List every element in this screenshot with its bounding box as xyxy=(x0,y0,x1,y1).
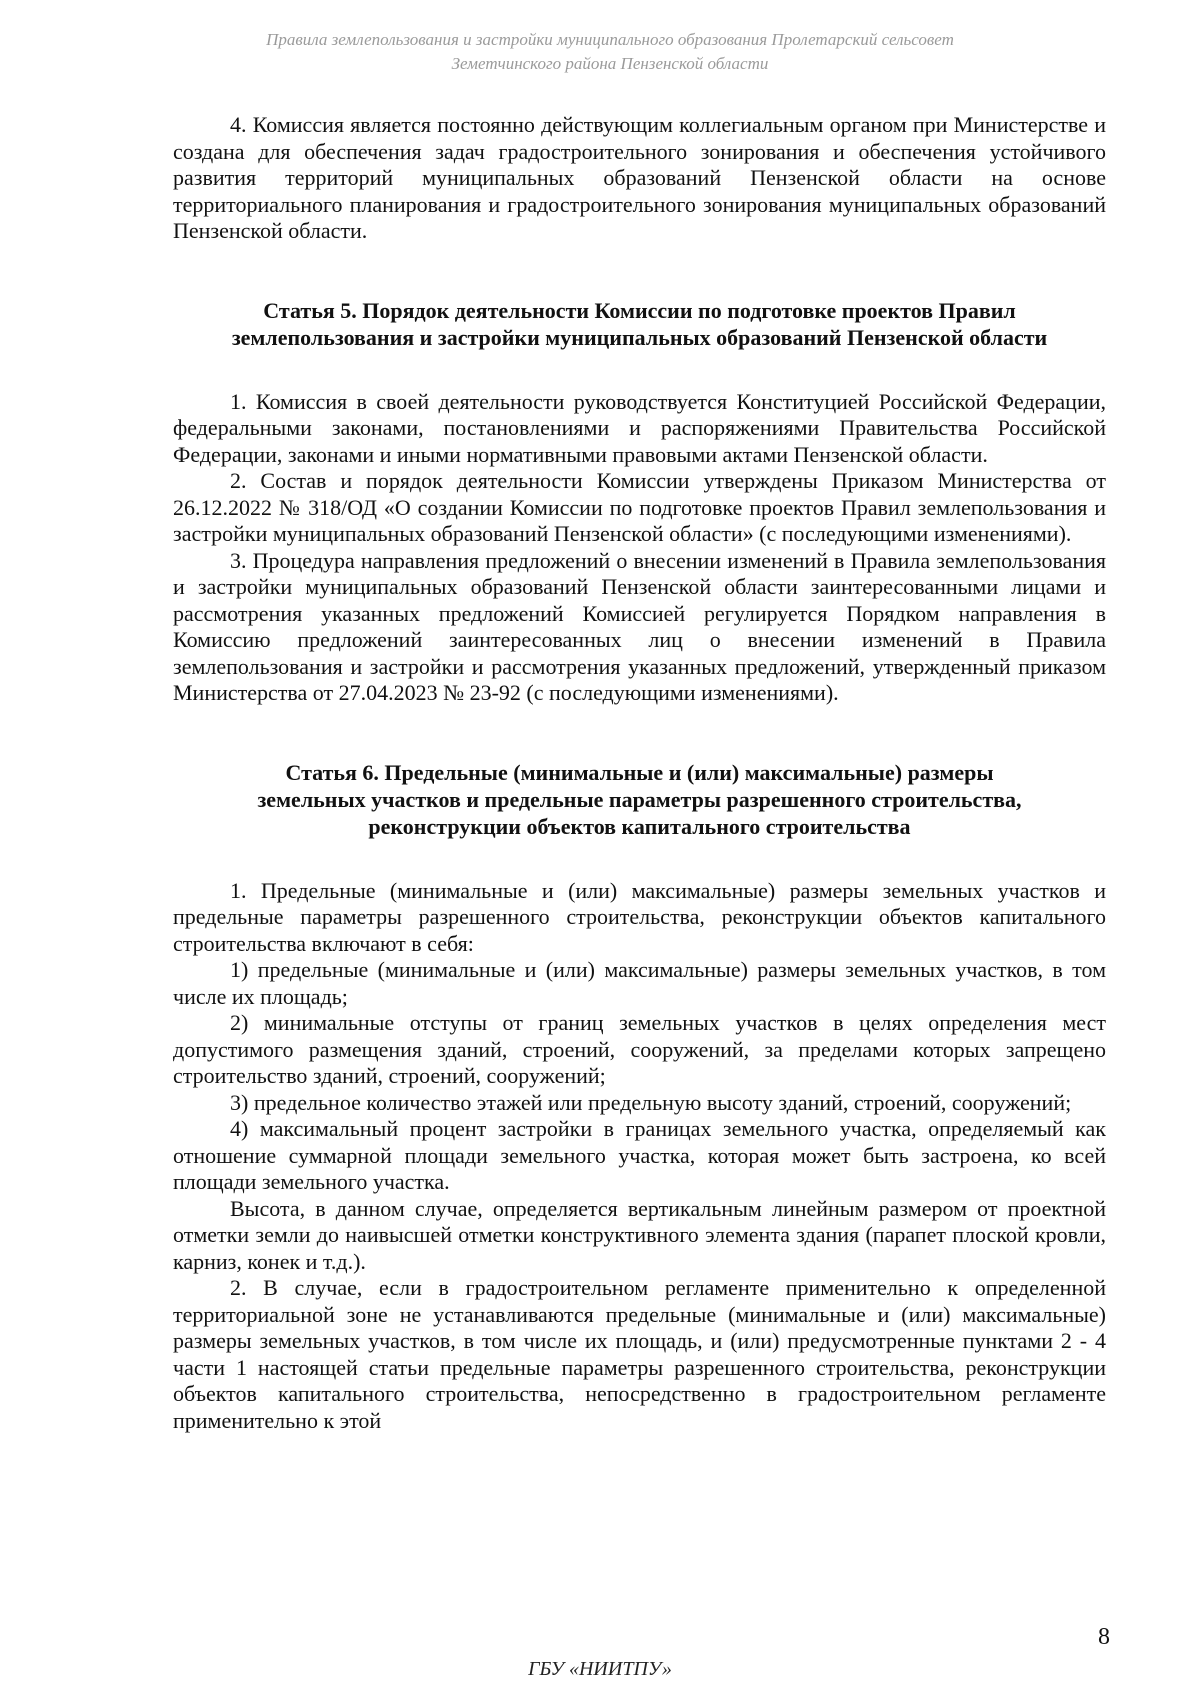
article-6-heading xyxy=(173,759,1106,840)
running-header-line-2: Земетчинского района Пензенской области xyxy=(451,54,769,73)
article-6-heading-line-1: Статья 6. Предельные (минимальные и (или) максимальные) размеры xyxy=(285,759,994,785)
article-6-paragraph-1: 1. Предельные (минимальные и (или) максимальные) размеры земельных участков и предельные параметры разрешенного строительства, реконструкции объектов капитального строительства включают в себя: xyxy=(173,877,1106,956)
page-number: 8 xyxy=(1098,1624,1110,1650)
article-6-heading-line-3: реконструкции объектов капитального строительства xyxy=(368,813,911,839)
article-6-heading-line-2: земельных участков и предельные параметры разрешенного строительства, xyxy=(257,786,1022,812)
running-header-line-1: Правила землепользования и застройки муниципального образования Пролетарский сельсовет xyxy=(266,30,954,49)
article-5-heading-line-1: Статья 5. Порядок деятельности Комиссии по подготовке проектов Правил xyxy=(263,297,1016,323)
article-6-list-item-4: 4) максимальный процент застройки в границах земельного участка, определяемый как отношение суммарной площади земельного участка, которая может быть застроена, ко всей площади земельного участка. xyxy=(173,1116,1106,1194)
article-6-paragraph-2: 2. В случае, если в градостроительном регламенте применительно к определенной территориальной зоне не устанавливаются предельные (минимальные и (или) максимальные) размеры земельных участков, в том числе их площадь, и (или) предусмотренные пунктами 2 - 4 части 1 настоящей статьи предельные параметры разрешенного строительства, реконструкции объектов капитального строительства, непосредственно в градостроительном регламенте применительно к этой xyxy=(173,1275,1106,1433)
running-header xyxy=(150,28,1070,76)
article-5-paragraph-2: 2. Состав и порядок деятельности Комиссии утверждены Приказом Министерства от 26.12.2022 № 318/ОД «О создании Комиссии по подготовке проектов Правил землепользования и застройки муниципальных образований Пензенской области» (с последующими изменениями). xyxy=(173,468,1106,546)
page-footer: ГБУ «НИИТПУ» xyxy=(528,1658,672,1680)
article-6-list-item-2: 2) минимальные отступы от границ земельных участков в целях определения мест допустимого размещения зданий, строений, сооружений, за пределами которых запрещено строительство зданий, строений, сооружений; xyxy=(173,1010,1106,1088)
article-5-paragraph-3: 3. Процедура направления предложений о внесении изменений в Правила землепользования и застройки муниципальных образований Пензенской области заинтересованными лицами и рассмотрения указанных предложений Комиссией регулируется Порядком направления в Комиссию предложений заинтересованных лиц о внесении изменений в Правила землепользования и застройки и рассмотрения указанных предложений, утвержденный приказом Министерства от 27.04.2023 № 23-92 (с последующими изменениями). xyxy=(173,547,1106,705)
article-6-height-definition: Высота, в данном случае, определяется вертикальным линейным размером от проектной отметки земли до наивысшей отметки конструктивного элемента здания (парапет плоской кровли, карниз, конек и т.д.). xyxy=(173,1195,1106,1274)
article-5-paragraph-1: 1. Комиссия в своей деятельности руководствуется Конституцией Российской Федерации, федеральными законами, постановлениями и распоряжениями Правительства Российской Федерации, законами и иными нормативными правовыми актами Пензенской области. xyxy=(173,388,1106,467)
article-6-list-item-1: 1) предельные (минимальные и (или) максимальные) размеры земельных участков, в том числе их площадь; xyxy=(173,957,1106,1009)
article-6-list-item-3: 3) предельное количество этажей или предельную высоту зданий, строений, сооружений; xyxy=(230,1089,1072,1115)
paragraph-commission-status: 4. Комиссия является постоянно действующим коллегиальным органом при Министерстве и создана для обеспечения задач градостроительного зонирования и обеспечения устойчивого развития территорий муниципальных образований Пензенской области на основе территориального планирования и градостроительного зонирования муниципальных образований Пензенской области. xyxy=(173,112,1106,243)
document-body xyxy=(173,112,1106,1434)
article-5-heading-line-2: землепользования и застройки муниципальных образований Пензенской области xyxy=(231,324,1048,350)
article-5-heading xyxy=(173,297,1106,351)
